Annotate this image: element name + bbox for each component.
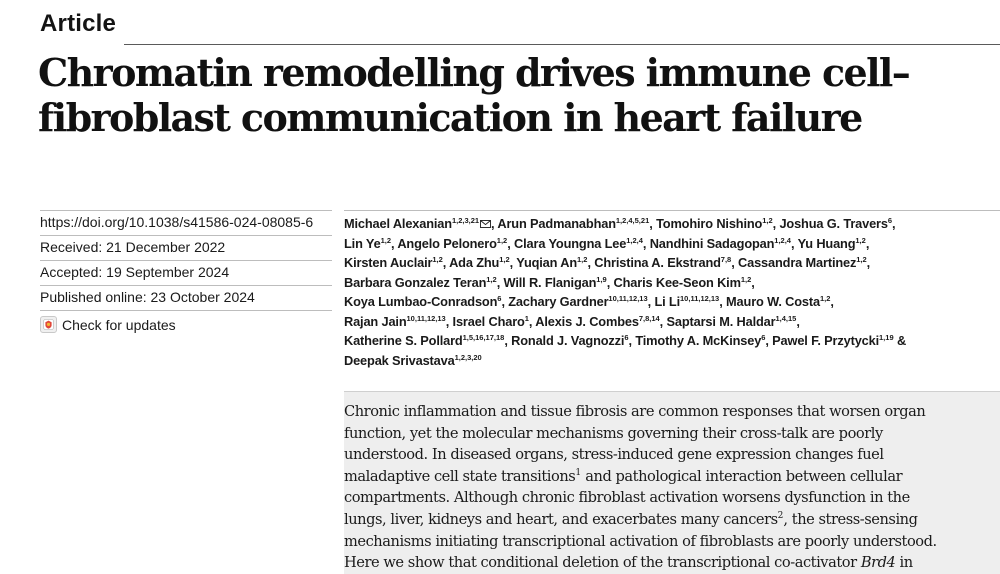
author-name[interactable]: Pawel F. Przytycki [772,333,880,348]
author-line [344,292,944,312]
author-affiliations: 1,2 [496,235,508,245]
author-affiliations: 6 [887,216,893,225]
author-separator: , [501,294,509,309]
abstract-line: understood. In diseased organs, stress-induced gene expression changes fuel [344,446,884,464]
author-affiliations: 1,2 [856,255,867,264]
author-affiliations: 1,2 [577,255,588,264]
author-separator: , [445,313,453,329]
abstract-panel [344,391,1000,574]
author-affiliations: 1,2 [432,255,443,264]
author-affiliations: 6 [761,333,766,342]
author-separator: , [647,294,655,309]
author-affiliations: 10,11,12,13 [680,294,720,303]
check-for-updates-label: Check for updates [62,316,176,333]
author-line [344,351,944,371]
author-separator: & [893,333,907,348]
author-name[interactable]: Cassandra Martinez [738,255,857,270]
author-affiliations: 1,2 [762,216,773,225]
abstract-text [344,401,937,574]
author-line [344,234,944,254]
abstract-line: lungs, liver, kidneys and heart, and exacerbates many cancers$^2$, the stress-sensing [344,510,918,528]
author-name[interactable]: Alexis J. Combes [535,313,639,329]
author-name[interactable]: Ada Zhu [449,255,500,270]
author-name[interactable]: Timothy A. McKinsey [635,333,762,348]
author-separator: , [606,274,614,290]
author-separator: , [587,255,595,270]
author-name[interactable]: Angelo Pelonero [397,235,497,251]
abstract-line: function, yet the molecular mechanisms governing their cross-talk are poorly [344,424,883,442]
author-separator: , [507,235,515,251]
author-affiliations: 1,2 [740,274,752,284]
check-for-updates-button[interactable] [40,311,332,333]
author-separator: , [790,235,798,251]
author-separator: , [649,216,657,231]
author-name[interactable]: Zachary Gardner [508,294,609,309]
author-separator: , [491,216,498,231]
author-separator: , [765,333,773,348]
article-metadata [40,210,332,333]
author-list [344,214,944,370]
author-name[interactable]: Lin Ye [344,235,381,251]
author-separator: , [796,313,800,329]
author-name[interactable]: Nandhini Sadagopan [649,235,775,251]
author-separator: , [391,235,398,251]
author-separator: , [442,255,450,270]
author-separator: , [719,294,727,309]
author-line [344,312,944,332]
author-separator: , [751,274,755,290]
title-line-2: fibroblast communication in heart failure [38,95,862,140]
crossmark-icon [40,316,57,333]
author-affiliations: 1,2,4,5,21 [615,216,650,225]
author-affiliations: 10,11,12,13 [406,313,446,323]
citation-ref[interactable]: 2 [777,510,784,521]
author-name[interactable]: Arun Padmanabhan [497,216,616,231]
author-affiliations: 1,2 [499,255,510,264]
author-separator: , [892,216,896,231]
author-separator: , [830,294,834,309]
author-name[interactable]: Mauro W. Costa [726,294,820,309]
author-separator: , [504,333,512,348]
author-name[interactable]: Tomohiro Nishino [656,216,763,231]
author-affiliations: 1,2 [486,274,497,284]
author-name[interactable]: Ronald J. Vagnozzi [511,333,625,348]
author-name[interactable]: Michael Alexanian [344,216,452,231]
author-separator: , [528,313,536,329]
author-separator: , [659,313,667,329]
citation-ref[interactable]: 1 [575,467,582,478]
author-name[interactable]: Katherine S. Pollard [344,333,463,348]
article-type-label: Article [40,10,117,37]
author-name[interactable]: Yuqian An [516,255,578,270]
author-affiliations: 1,9 [596,274,607,284]
received-date: Received: 21 December 2022 [40,239,226,255]
author-affiliations: 7,8 [720,255,732,264]
author-name[interactable]: Rajan Jain [344,313,407,329]
author-affiliations: 1 [524,313,529,323]
envelope-icon[interactable] [480,220,491,228]
author-name[interactable]: Clara Youngna Lee [514,235,627,251]
header-rule [124,44,1000,45]
author-name[interactable]: Barbara Gonzalez Teran [344,274,487,290]
author-affiliations: 1,5,16,17,18 [462,333,505,342]
author-affiliations: 1,2,4 [774,235,791,245]
author-affiliations: 1,2 [819,294,831,303]
authors-divider [344,210,1000,211]
abstract-line: Here we show that conditional deletion of the transcriptional co-activator Brd4 in [344,554,913,572]
abstract-line: compartments. Although chronic fibroblast activation worsens dysfunction in the [344,489,910,507]
article-title [38,50,978,140]
author-name[interactable]: Deepak Srivastava [344,352,455,368]
author-name[interactable]: Kirsten Auclair [344,255,433,270]
author-affiliations: 1,2,4 [626,235,643,245]
author-separator: , [628,333,636,348]
author-separator: , [731,255,739,270]
author-affiliations: 1,4,15 [775,313,797,323]
accepted-date: Accepted: 19 September 2024 [40,264,230,280]
author-name[interactable]: Israel Charo [452,313,525,329]
author-affiliations: 1,2,3,21 [451,216,480,225]
author-name[interactable]: Charis Kee-Seon Kim [613,274,741,290]
author-separator: , [772,216,780,231]
author-affiliations: 1,2 [380,235,391,245]
author-affiliations: 1,2 [855,235,866,245]
author-separator: , [509,255,517,270]
author-name[interactable]: Yu Huang [797,235,856,251]
author-separator: , [866,255,871,270]
author-name[interactable]: Koya Lumbao-Conradson [344,294,498,309]
author-affiliations: 1,2,3,20 [454,352,482,362]
author-line [344,273,944,293]
abstract-line: mechanisms initiating transcriptional activation of fibroblasts are poorly understood. [344,532,937,550]
author-affiliations: 10,11,12,13 [608,294,648,303]
doi-link[interactable]: https://doi.org/10.1038/s41586-024-08085-6 [40,214,314,230]
author-affiliations: 1,19 [879,333,894,342]
abstract-line: maladaptive cell state transitions$^1$ and pathological interaction between cellular [344,467,903,485]
author-separator: , [496,274,504,290]
author-line [344,214,944,234]
gene-name: Brd4 [860,554,896,572]
abstract-line: Chronic inflammation and tissue fibrosis are common responses that worsen organ [344,403,926,420]
author-name[interactable]: Will R. Flanigan [503,274,597,290]
author-line [344,253,944,273]
published-date: Published online: 23 October 2024 [40,289,255,305]
author-affiliations: 6 [497,294,502,303]
author-name[interactable]: Saptarsi M. Haldar [666,313,776,329]
author-affiliations: 6 [624,333,629,342]
author-name[interactable]: Li Li [654,294,681,309]
author-name[interactable]: Joshua G. Travers [779,216,888,231]
title-line-1: Chromatin remodelling drives immune cell– [38,50,910,95]
author-separator: , [865,235,870,251]
author-affiliations: 7,8,14 [638,313,660,323]
author-separator: , [642,235,650,251]
author-name[interactable]: Christina A. Ekstrand [594,255,721,270]
author-line [344,331,944,351]
